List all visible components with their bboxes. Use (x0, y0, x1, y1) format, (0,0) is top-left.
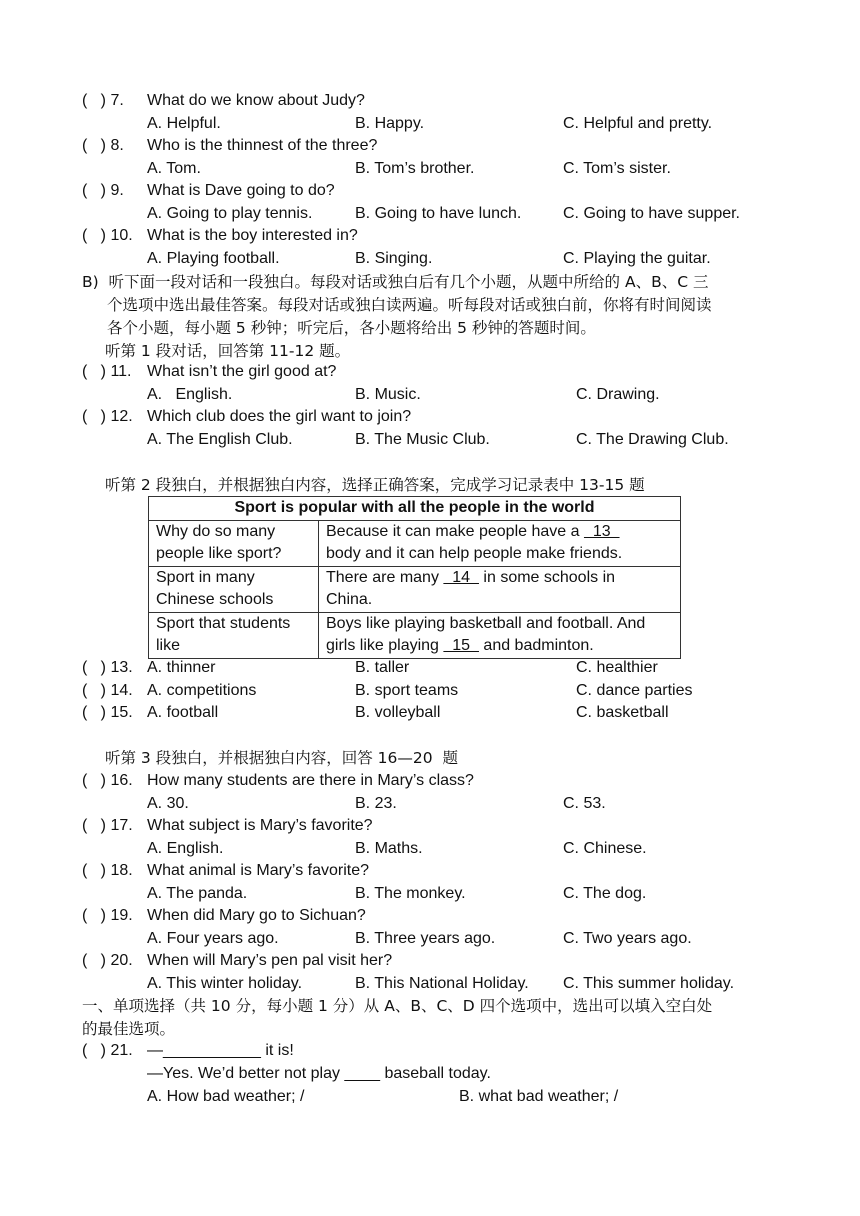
option-c: C. Tom’s sister. (563, 160, 671, 177)
question-number: ( ) 12. (82, 408, 133, 425)
table-title: Sport is popular with all the people in the world (149, 497, 681, 521)
table-row-content (319, 612, 681, 658)
question-stem: Who is the thinnest of the three? (147, 137, 378, 154)
table-row (149, 566, 681, 612)
question-number: ( ) 7. (82, 92, 124, 109)
content-text: There are many (326, 568, 444, 586)
table-row-label (149, 566, 319, 612)
question-stem: What is the boy interested in? (147, 227, 358, 244)
option-b: B. This National Holiday. (355, 975, 529, 992)
question-stem: Which club does the girl want to join? (147, 408, 412, 425)
content-text: and badminton. (478, 637, 594, 654)
option-a: A. Playing football. (147, 250, 280, 267)
option-a: A. Tom. (147, 160, 201, 177)
table-row-label (149, 612, 319, 658)
content-text: Because it can make people have a (326, 522, 584, 540)
label-line: Sport in many (156, 568, 255, 586)
option-a: A. The English Club. (147, 431, 293, 448)
option-c: C. dance parties (576, 682, 693, 699)
option-b: B. what bad weather; / (459, 1088, 619, 1105)
question-stem: What isn’t the girl good at? (147, 363, 337, 380)
content-text: body and it can help people make friends. (326, 545, 623, 562)
option-a: A. English. (147, 386, 233, 403)
option-b: B. taller (355, 659, 410, 676)
monologue-2-heading: 听第 2 段独白，并根据独白内容，选择正确答案，完成学习记录表中 13-15 题 (105, 476, 645, 494)
section-b-instruction-line1: B) 听下面一段对话和一段独白。每段对话或独白后有几个小题，从题中所给的 A、B、C 三 (82, 273, 709, 291)
question-stem: When will Mary’s pen pal visit her? (147, 952, 393, 969)
option-a: A. How bad weather; / (147, 1088, 305, 1105)
option-c: C. The dog. (563, 885, 647, 902)
option-a: A. Four years ago. (147, 930, 279, 947)
option-c: C. basketball (576, 704, 669, 721)
question-number: ( ) 16. (82, 772, 133, 789)
option-b: B. Music. (355, 386, 421, 403)
table-row-content (319, 520, 681, 566)
part-one-instruction-line1: 一、单项选择（共 10 分，每小题 1 分）从 A、B、C、D 四个选项中，选出可以填入空白处 (82, 997, 713, 1015)
option-a: A. This winter holiday. (147, 975, 303, 992)
table-row (149, 520, 681, 566)
question-number: ( ) 11. (82, 363, 132, 380)
label-line: people like sport? (156, 545, 282, 562)
table-row-label (149, 520, 319, 566)
blank-15: 15 (443, 637, 479, 654)
option-c: C. Drawing. (576, 386, 660, 403)
option-b: B. Three years ago. (355, 930, 496, 947)
option-b: B. volleyball (355, 704, 441, 721)
question-number: ( ) 9. (82, 182, 124, 199)
option-b: B. sport teams (355, 682, 459, 699)
option-b: B. The Music Club. (355, 431, 490, 448)
section-b-instruction-line3: 各个小题，每小题 5 秒钟；听完后，各小题将给出 5 秒钟的答题时间。 (107, 319, 596, 337)
option-a: A. thinner (147, 659, 216, 676)
option-a: A. competitions (147, 682, 257, 699)
option-c: C. healthier (576, 659, 658, 676)
question-stem: What is Dave going to do? (147, 182, 335, 199)
part-one-instruction-line2: 的最佳选项。 (82, 1020, 176, 1038)
question-stem: When did Mary go to Sichuan? (147, 907, 366, 924)
section-b-instruction-line2: 个选项中选出最佳答案。每段对话或独白读两遍。听每段对话或独白前，你将有时间阅读 (107, 296, 712, 314)
content-text: in some schools in (478, 568, 616, 586)
option-c: C. Going to have supper. (563, 205, 740, 222)
question-number: ( ) 19. (82, 907, 133, 924)
option-a: A. football (147, 704, 219, 721)
question-number: ( ) 17. (82, 817, 133, 834)
option-c: C. Playing the guitar. (563, 250, 711, 267)
monologue-3-heading: 听第 3 段独白，并根据独白内容，回答 16—20 题 (105, 749, 458, 767)
question-number: ( ) 21. (82, 1042, 133, 1059)
question-number: ( ) 8. (82, 137, 124, 154)
content-text: girls like playing (326, 637, 444, 654)
question-stem-line1: —___________ it is! (147, 1042, 294, 1059)
option-c: C. 53. (563, 795, 606, 812)
question-stem: How many students are there in Mary’s class? (147, 772, 474, 789)
option-b: B. Happy. (355, 115, 425, 132)
option-c: C. This summer holiday. (563, 975, 735, 992)
option-c: C. Chinese. (563, 840, 647, 857)
learning-record-table (148, 496, 681, 659)
option-c: C. Two years ago. (563, 930, 692, 947)
label-line: like (156, 637, 181, 654)
option-b: B. The monkey. (355, 885, 466, 902)
question-stem: What do we know about Judy? (147, 92, 365, 109)
label-line: Sport that students (156, 614, 291, 632)
option-a: A. Going to play tennis. (147, 205, 313, 222)
question-stem: What subject is Mary’s favorite? (147, 817, 373, 834)
blank-13: 13 (583, 522, 620, 540)
option-b: B. Tom’s brother. (355, 160, 475, 177)
question-number: ( ) 14. (82, 682, 133, 699)
option-b: B. 23. (355, 795, 397, 812)
option-c: C. The Drawing Club. (576, 431, 729, 448)
option-a: A. 30. (147, 795, 189, 812)
table-row (149, 612, 681, 658)
question-number: ( ) 15. (82, 704, 133, 721)
option-b: B. Maths. (355, 840, 423, 857)
content-text: Boys like playing basketball and football. And (326, 614, 646, 632)
option-a: A. English. (147, 840, 224, 857)
content-text: China. (326, 591, 373, 608)
blank-14: 14 (443, 568, 479, 586)
option-c: C. Helpful and pretty. (563, 115, 713, 132)
question-stem: What animal is Mary’s favorite? (147, 862, 369, 879)
question-number: ( ) 10. (82, 227, 133, 244)
label-line: Chinese schools (156, 591, 274, 608)
question-stem-line2: —Yes. We’d better not play ____ baseball today. (147, 1065, 491, 1082)
label-line: Why do so many (156, 522, 276, 540)
option-b: B. Singing. (355, 250, 433, 267)
question-number: ( ) 13. (82, 659, 133, 676)
option-b: B. Going to have lunch. (355, 205, 522, 222)
option-a: A. The panda. (147, 885, 248, 902)
question-number: ( ) 18. (82, 862, 133, 879)
table-row-content (319, 566, 681, 612)
question-number: ( ) 20. (82, 952, 133, 969)
option-a: A. Helpful. (147, 115, 221, 132)
dialog-1-heading: 听第 1 段对话，回答第 11-12 题。 (105, 342, 351, 360)
